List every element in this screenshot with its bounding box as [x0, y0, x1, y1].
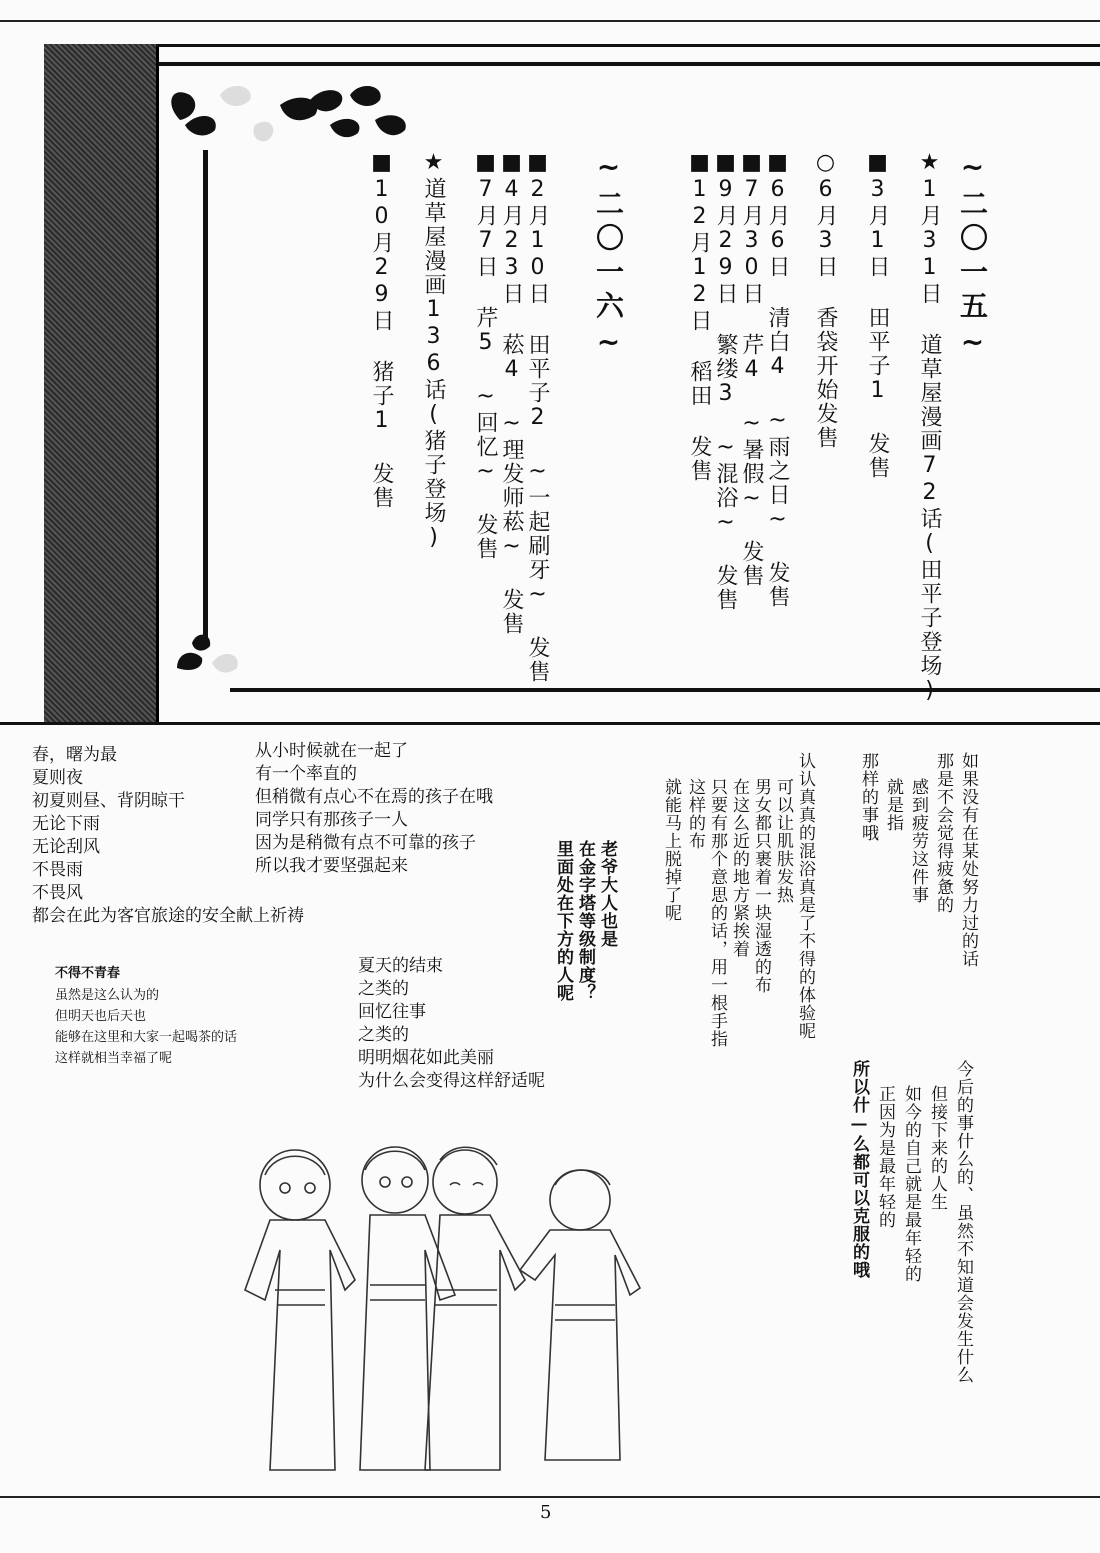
poem-line: 但稍微有点心不在焉的孩子在哦: [255, 787, 493, 807]
year-2015-heading: ~二〇一五~: [956, 150, 989, 364]
entry-text: 田平子1 发售: [865, 306, 890, 480]
poem-line: 夏天的结束: [358, 956, 443, 976]
entry-text: 芹5 ~回忆~ 发售: [473, 306, 498, 561]
circle-marker-icon: ○: [813, 150, 838, 177]
entry-text: 繁缕3 ~混浴~ 发售: [713, 333, 738, 612]
entry-date: 2月10日: [525, 177, 550, 306]
vertical-line: 如今的自己就是最年轻的: [901, 1085, 921, 1283]
leaf-ornament-bottom: [172, 628, 272, 678]
timeline-entry: [370, 150, 392, 510]
leaf-ornament-top: [160, 75, 420, 155]
entry-date: 6月6日: [765, 177, 790, 279]
vertical-line: 里面处在下方的人呢: [553, 840, 573, 1002]
hatched-binding-strip: [44, 44, 159, 724]
entry-date: 3月1日: [865, 177, 890, 279]
page-number: 5: [540, 1502, 552, 1523]
poem-line: 不畏雨: [32, 860, 83, 880]
entry-text: 菘4 ~理发师菘~ 发售: [499, 333, 524, 636]
section-divider: [0, 722, 1100, 725]
vertical-line: 如果没有在某处努力过的话: [958, 752, 978, 968]
bottom-rule: [0, 1496, 1100, 1498]
poem-line: 不畏风: [32, 883, 83, 903]
square-marker-icon: ■: [765, 150, 790, 177]
vertical-line: 认认真真的混浴真是了不得的体验呢: [795, 752, 815, 1040]
vertical-line: 老爷大人也是: [597, 840, 617, 948]
vertical-line: 那是不会觉得疲惫的: [933, 752, 953, 914]
poem-line: 明明烟花如此美丽: [358, 1048, 494, 1068]
vertical-line: 只要有那个意思的话，用一根手指: [707, 778, 727, 1048]
poem-line: 都会在此为客官旅途的安全献上祈祷: [32, 906, 304, 926]
entry-text: 香袋开始发售: [813, 306, 838, 450]
poem-line: 这样就相当幸福了呢: [55, 1051, 173, 1066]
vertical-line: 在金字塔等级制度？: [575, 840, 595, 1002]
vertical-line: 感到疲劳这件事: [908, 778, 928, 904]
square-marker-icon: ■: [739, 150, 764, 177]
square-marker-icon: ■: [369, 150, 394, 177]
poem-line: 但明天也后天也: [55, 1009, 147, 1024]
timeline-entry: [714, 150, 736, 612]
poem-line: 之类的: [358, 1025, 409, 1045]
timeline-entry: [500, 150, 522, 636]
entry-date: 12月12日: [687, 177, 712, 333]
poem-line: 无论下雨: [32, 814, 100, 834]
four-girls-in-yukata-illustration: [225, 1140, 655, 1485]
vertical-line: 那样的事哦: [858, 752, 878, 842]
poem-line: 回忆往事: [358, 1002, 426, 1022]
square-marker-icon: ■: [525, 150, 550, 177]
vertical-line: 就能马上脱掉了呢: [661, 778, 681, 922]
timeline-entry: [474, 150, 496, 561]
timeline-entry: [866, 150, 888, 480]
year-2016-heading: ~二〇一六~: [592, 150, 625, 364]
entry-date: 6月3日: [813, 177, 838, 279]
entry-date: 10月29日: [369, 177, 394, 333]
poem-line: 同学只有那孩子一人: [255, 810, 408, 830]
timeline-entry: [766, 150, 788, 609]
poem-line: 春，曙为最: [32, 745, 117, 765]
entry-date: 9月29日: [713, 177, 738, 306]
square-marker-icon: ■: [865, 150, 890, 177]
square-marker-icon: ■: [713, 150, 738, 177]
poem-line: 夏则夜: [32, 768, 83, 788]
star-marker-icon: ★: [421, 150, 446, 177]
timeline-entry: [526, 150, 548, 684]
poem-title: 不得不青春: [55, 966, 121, 981]
vertical-line: 这样的布: [685, 778, 705, 850]
entry-date: 1月31日: [917, 177, 942, 306]
entry-text: 稻田 发售: [687, 360, 712, 483]
frame-top-rule: [158, 62, 1100, 66]
square-marker-icon: ■: [499, 150, 524, 177]
poem-line: 初夏则昼、背阴晾干: [32, 791, 185, 811]
poem-line: 能够在这里和大家一起喝茶的话: [55, 1030, 238, 1045]
poem-line: 从小时候就在一起了: [255, 741, 408, 761]
vertical-line: 在这么近的地方紧挨着: [729, 778, 749, 958]
timeline-entry: [918, 150, 940, 705]
entry-date: 7月30日: [739, 177, 764, 306]
square-marker-icon: ■: [687, 150, 712, 177]
entry-date: 4月23日: [499, 177, 524, 306]
vertical-line: 正因为是最年轻的: [875, 1085, 895, 1229]
vertical-line: 就是指: [883, 778, 903, 832]
poem-line: 因为是稍微有点不可靠的孩子: [255, 833, 476, 853]
star-marker-icon: ★: [917, 150, 942, 177]
vertical-line: 但接下来的人生: [927, 1085, 947, 1211]
entry-date: 7月7日: [473, 177, 498, 279]
poem-line: 为什么会变得这样舒适呢: [358, 1071, 545, 1091]
frame-bottom-rule: [230, 688, 1100, 692]
entry-text: 清白4 ~雨之日~ 发售: [765, 306, 790, 609]
top-border: [0, 20, 1100, 22]
entry-text: 猪子1 发售: [369, 360, 394, 510]
entry-text: 田平子2 ~一起刷牙~ 发售: [525, 333, 550, 684]
poem-line: 之类的: [358, 979, 409, 999]
vertical-line: 今后的事什么的、虽然不知道会发生什么: [953, 1060, 973, 1384]
entry-text: 道草屋漫画136话(猪子登场): [421, 177, 446, 552]
timeline-entry: [422, 150, 444, 552]
entry-text: 道草屋漫画72话(田平子登场): [917, 333, 942, 705]
timeline-entry: [688, 150, 710, 483]
poem-line: 虽然是这么认为的: [55, 988, 160, 1003]
vertical-line: 可以让肌肤发热: [773, 778, 793, 904]
poem-line: 有一个率直的: [255, 764, 357, 784]
poem-line: 所以我才要坚强起来: [255, 856, 408, 876]
frame-vertical-rule: [203, 150, 208, 640]
timeline-entry: [740, 150, 762, 588]
timeline-entry: [814, 150, 836, 450]
vertical-line: 所以什—么都可以克服的哦: [849, 1060, 869, 1279]
poem-line: 无论刮风: [32, 837, 100, 857]
square-marker-icon: ■: [473, 150, 498, 177]
entry-text: 芹4 ~暑假~ 发售: [739, 333, 764, 588]
vertical-line: 男女都只裹着一块湿透的布: [751, 778, 771, 994]
